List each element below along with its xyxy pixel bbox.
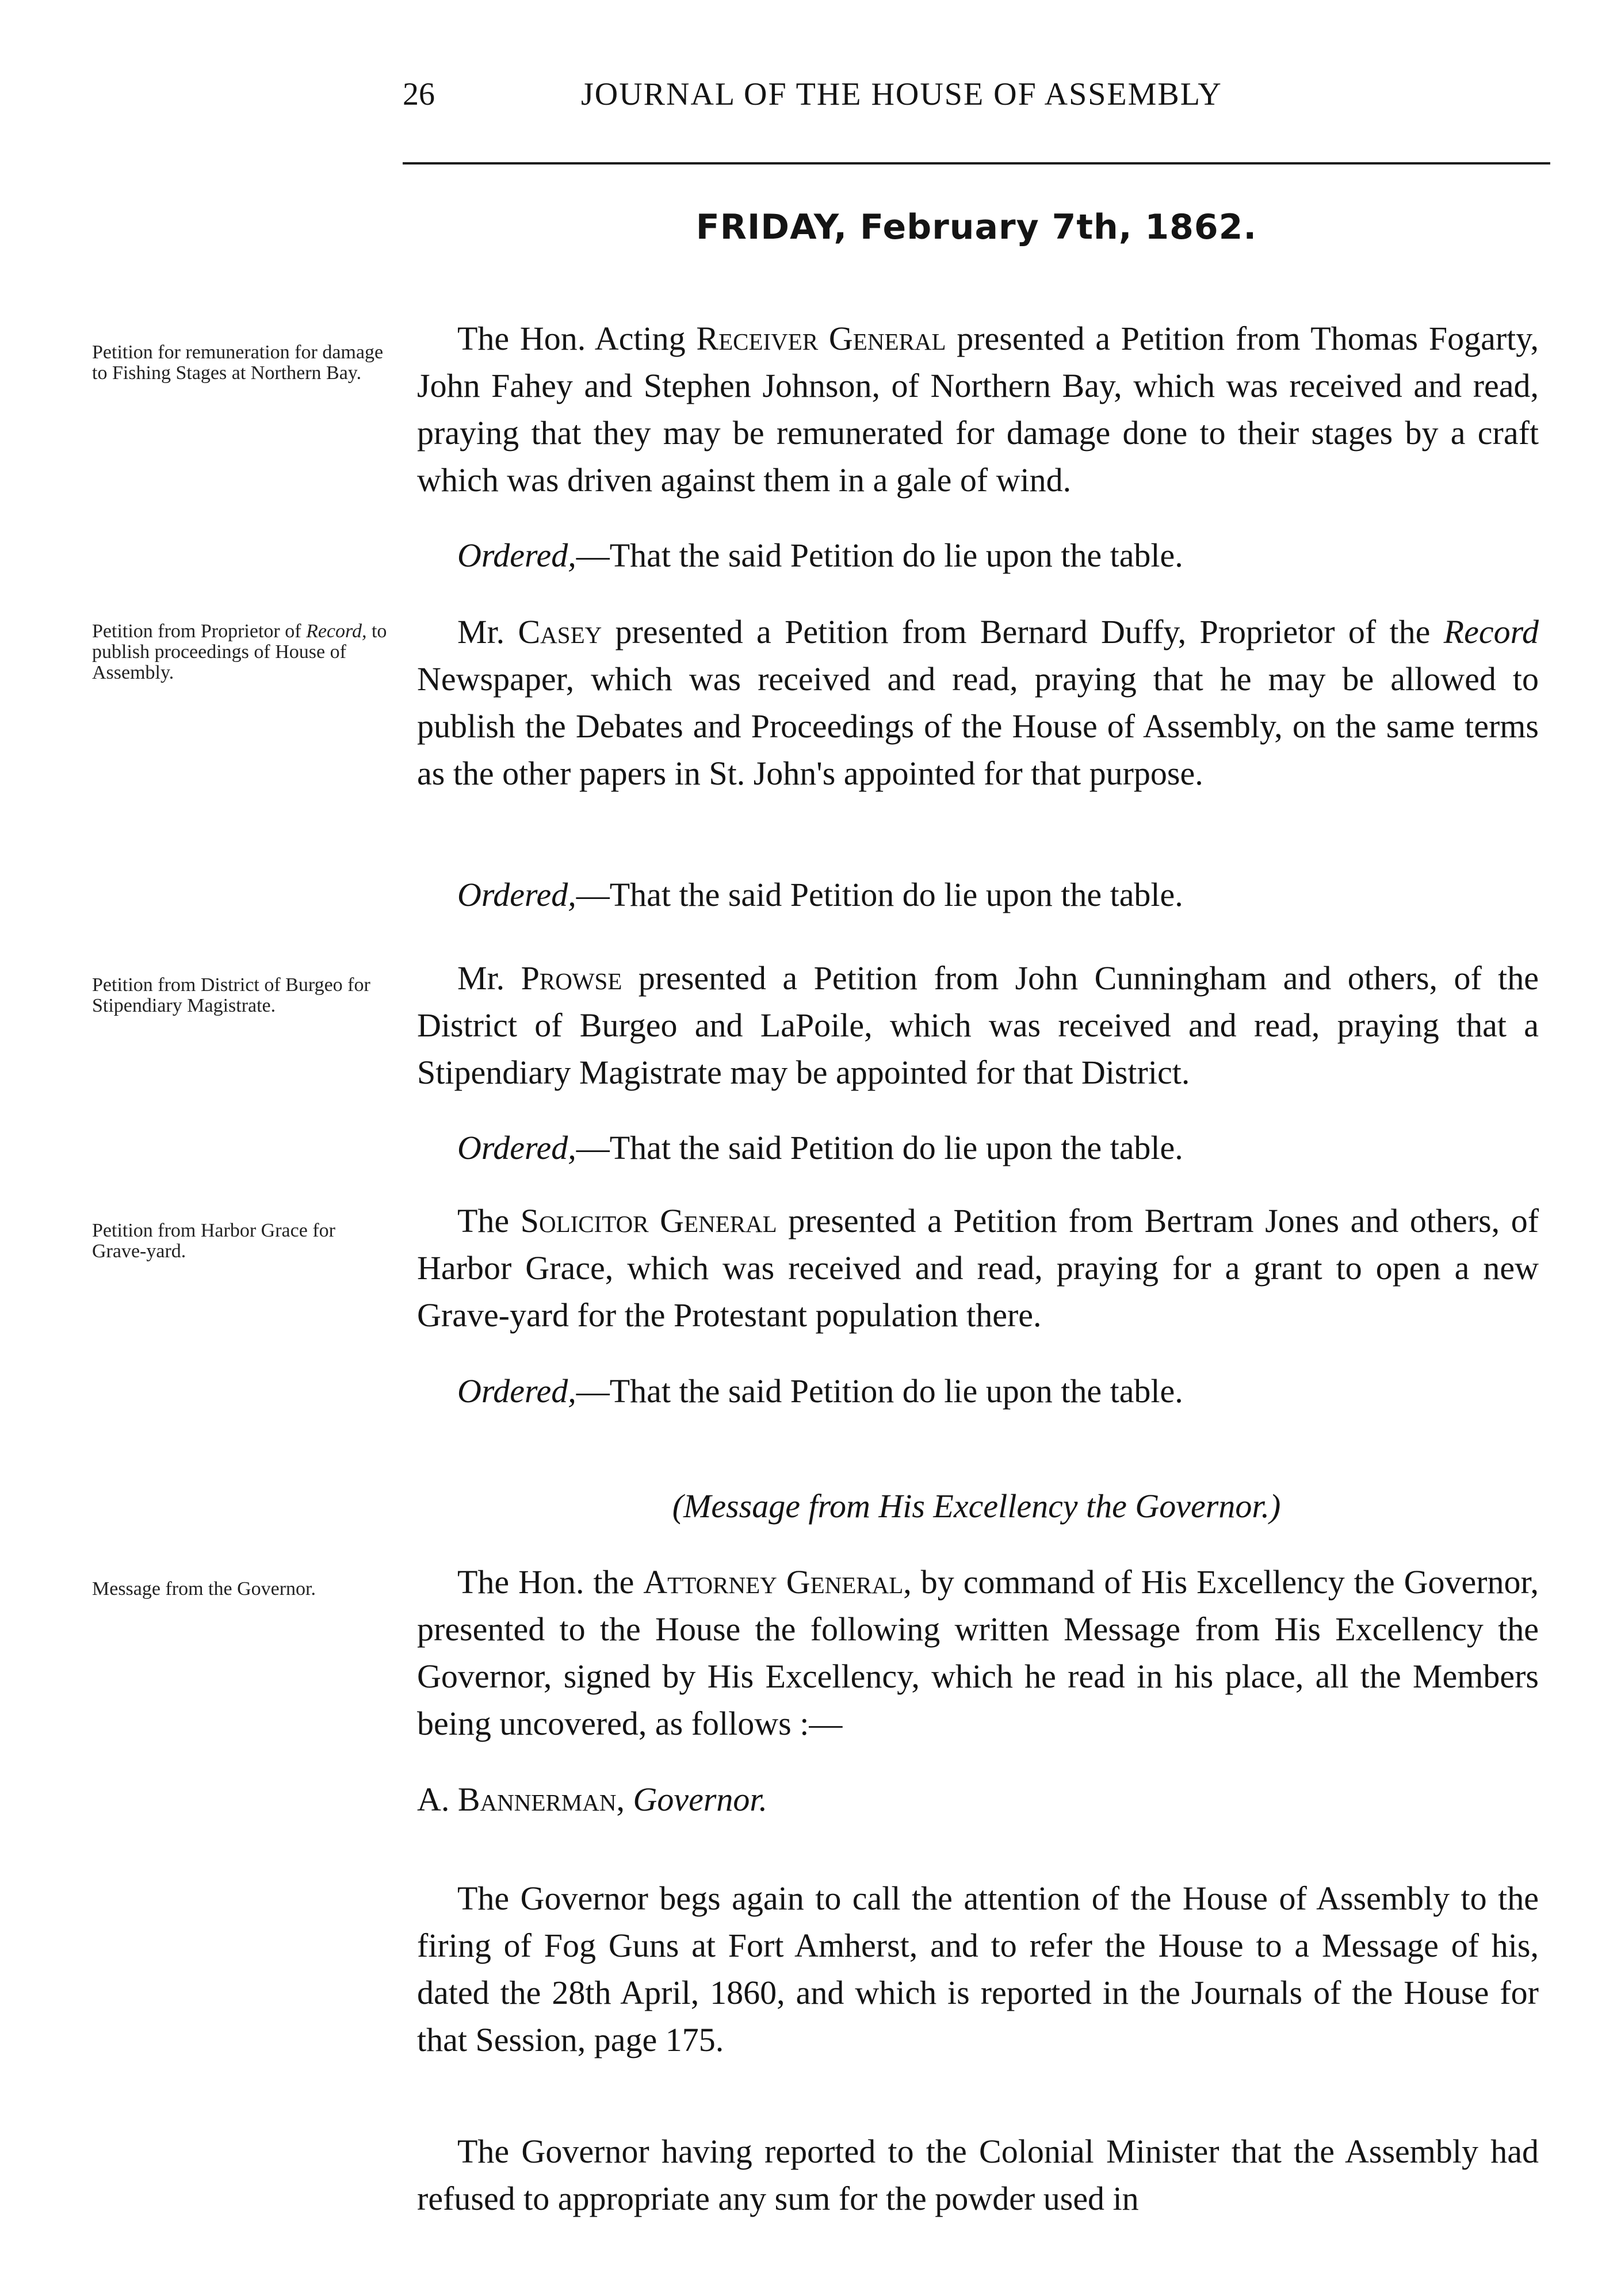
page-number: 26: [403, 76, 435, 112]
margin-note-governor-message: Message from the Governor.: [92, 1578, 316, 1599]
entry-fishing-stages-petition: The Hon. Acting Receiver General presented a Petition from Thomas Fogarty, John Fahey and Stephen Johnson, of Northern Bay, which was received and read, praying that they may be remunerated for damage done to their stages by a craft which was driven against them in a gale of wind.: [417, 320, 1539, 499]
governor-signature: A. Bannerman, Governor.: [417, 1781, 768, 1818]
margin-note-harbor-grace: Petition from Harbor Grace for Grave-yard.: [92, 1220, 335, 1262]
header-rule: [403, 162, 1550, 164]
date-heading: FRIDAY, February 7th, 1862.: [695, 207, 1257, 247]
message-paragraph: The Governor begs again to call the attention of the House of Assembly to the firing of Fog Guns at Fort Amherst, and to refer the House to a Message of his, dated the 28th April, 1860, and which is reported in the Journals of the House for that Session, page 175.: [417, 1880, 1539, 2058]
margin-note-record-proprietor: Petition from Proprietor of Record, to publish proceedings of House of Assembly.: [92, 621, 387, 683]
margin-note-fishing-stages: Petition for remuneration for damage to Fishing Stages at Northern Bay.: [92, 342, 384, 384]
ordered-line: Ordered,—That the said Petition do lie upon the table.: [457, 1129, 1183, 1166]
entry-record-proprietor-petition: Mr. Casey presented a Petition from Bernard Duffy, Proprietor of the Record Newspaper, which was received and read, praying that he may be allowed to publish the Debates and Proceedings of the House of Assembly, on the same terms as the other papers in St. John's appointed for that purpose.: [417, 613, 1539, 792]
page-header: [403, 76, 1553, 128]
speaker-name: Casey: [518, 613, 602, 650]
message-heading: (Message from His Excellency the Governor.): [672, 1487, 1281, 1525]
speaker-name: Prowse: [521, 959, 622, 997]
entry-governor-message-intro: The Hon. the Attorney General, by command of His Excellency the Governor, presented to the House the following written Message from His Excellency the Governor, signed by His Excellency, which he read in his place, all the Members being uncovered, as follows :—: [417, 1563, 1539, 1742]
entry-burgeo-magistrate-petition: Mr. Prowse presented a Petition from John Cunningham and others, of the District of Burgeo and LaPoile, which was received and read, praying that a Stipendiary Magistrate may be appointed for that District.: [417, 959, 1539, 1091]
ordered-line: Ordered,—That the said Petition do lie upon the table.: [457, 876, 1183, 913]
ordered-line: Ordered,—That the said Petition do lie upon the table.: [457, 1372, 1183, 1410]
message-paragraph: The Governor having reported to the Colonial Minister that the Assembly had refused to appropriate any sum for the powder used in: [417, 2133, 1539, 2217]
speaker-name: Receiver General: [696, 320, 946, 357]
running-title: JOURNAL OF THE HOUSE OF ASSEMBLY: [581, 76, 1222, 112]
ordered-line: Ordered,—That the said Petition do lie upon the table.: [457, 537, 1183, 574]
entry-harbor-grace-petition: The Solicitor General presented a Petition from Bertram Jones and others, of Harbor Grace, which was received and read, praying for a grant to open a new Grave-yard for the Protestant population there.: [417, 1202, 1539, 1334]
speaker-name: Attorney General: [643, 1563, 904, 1601]
margin-note-burgeo-magistrate: Petition from District of Burgeo for Stipendiary Magistrate.: [92, 974, 370, 1016]
speaker-name: Solicitor General: [520, 1202, 777, 1239]
